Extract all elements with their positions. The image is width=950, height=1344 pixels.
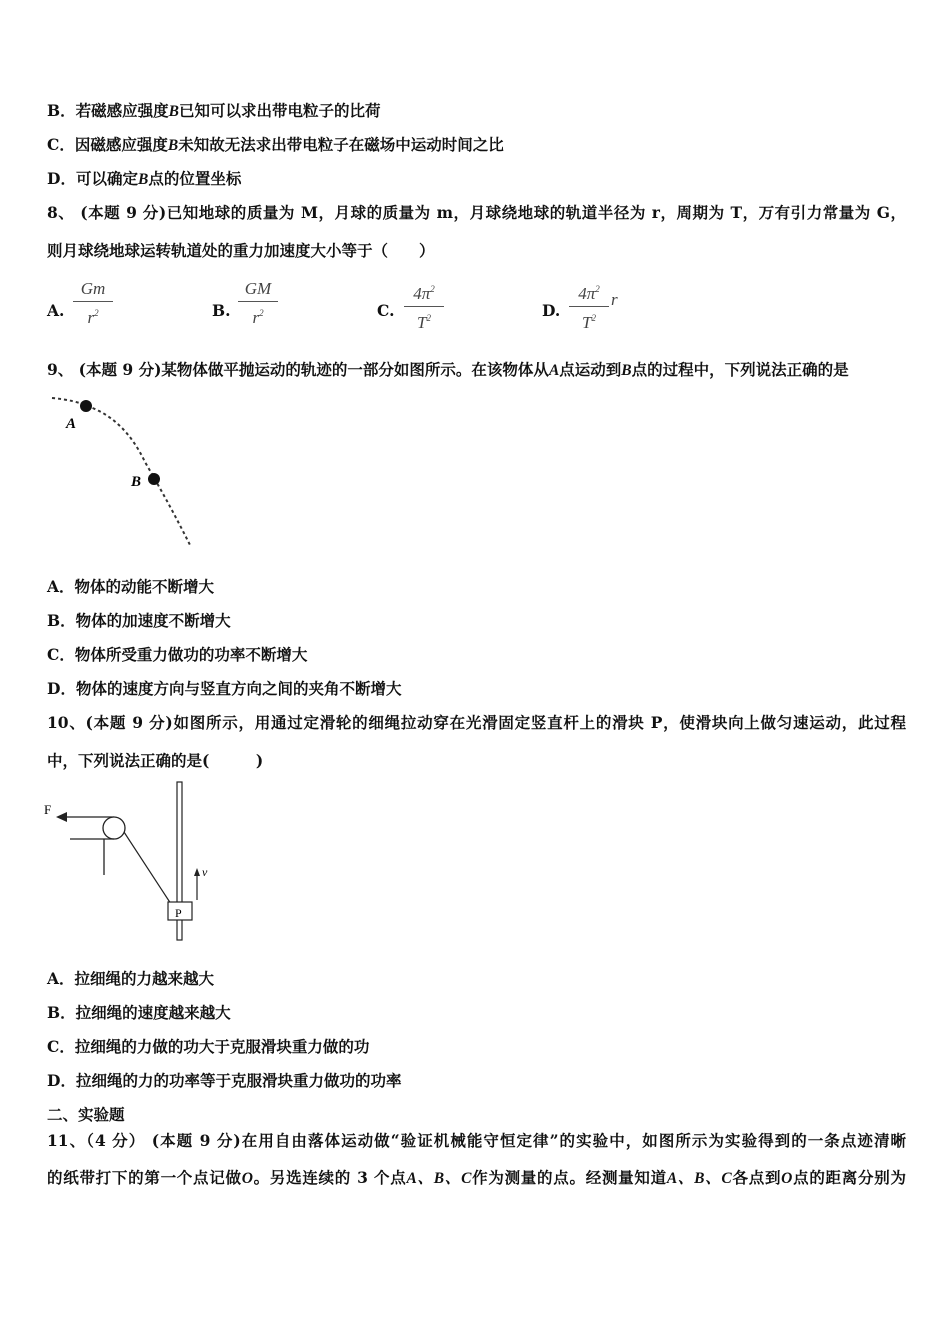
q10-stem-line1: 10、(本题 9 分)如图所示，用通过定滑轮的细绳拉动穿在光滑固定竖直杆上的滑块 P，使滑块向上做匀速运动，此过程 — [47, 713, 906, 732]
q7-option-d: D．可以确定B点的位置坐标 — [47, 169, 242, 188]
velocity-label: v — [202, 865, 208, 879]
force-arrow-head — [56, 812, 67, 822]
point-b-label: B — [131, 474, 142, 490]
q8-choice-d-tail: r — [611, 290, 618, 309]
section-title: 二、实验题 — [47, 1105, 125, 1124]
q9-option-c: C．物体所受重力做功的功率不断增大 — [47, 645, 308, 664]
q10-option-a: A．拉细绳的力越来越大 — [47, 969, 215, 988]
q10-pulley-figure — [40, 780, 230, 945]
q8-choice-b-letter: B. — [212, 301, 231, 320]
q11-stem-line2: 的纸带打下的第一个点记做O。另选连续的 3 个点A、B、C作为测量的点。经测量知道A、B、C各点到O点的距离分别为 — [47, 1168, 906, 1187]
q8-choice-d-fraction: $\frac{4\pi^2}{T^2}$ — [569, 279, 609, 334]
q8-choice-d-letter: D. — [542, 301, 561, 320]
slider-label: P — [175, 906, 182, 920]
q10-option-c: C．拉细绳的力做的功大于克服滑块重力做的功 — [47, 1037, 370, 1056]
q8-stem-line1: 8、 (本题 9 分)已知地球的质量为 M，月球的质量为 m，月球绕地球的轨道半径为 r，周期为 T，万有引力常量为 G， — [47, 203, 906, 222]
q8-stem-line2: 则月球绕地球运转轨道处的重力加速度大小等于（ ） — [47, 241, 435, 260]
q8-choice-c-letter: C. — [377, 301, 395, 320]
q9-stem: 9、 (本题 9 分)某物体做平抛运动的轨迹的一部分如图所示。在该物体从A点运动到B点的过程中，下列说法正确的是 — [47, 360, 849, 379]
q10-stem-line2: 中，下列说法正确的是( ) — [47, 751, 264, 770]
q8-choice-a-letter: A. — [47, 301, 65, 320]
q7-option-b: B．若磁感应强度B已知可以求出带电粒子的比荷 — [47, 101, 381, 120]
q9-option-d: D．物体的速度方向与竖直方向之间的夹角不断增大 — [47, 679, 402, 698]
q8-choice-a-fraction: $\frac{Gm}{r^2}$ — [73, 279, 113, 329]
q10-option-d: D．拉细绳的力的功率等于克服滑块重力做功的功率 — [47, 1071, 402, 1090]
point-b-marker — [148, 473, 160, 485]
q9-option-b: B．物体的加速度不断增大 — [47, 611, 231, 630]
q10-option-b: B．拉细绳的速度越来越大 — [47, 1003, 231, 1022]
velocity-arrow-head — [194, 868, 200, 876]
point-a-label: A — [66, 416, 77, 432]
q7-option-c: C．因磁感应强度B未知故无法求出带电粒子在磁场中运动时间之比 — [47, 135, 504, 154]
rope-diagonal — [124, 832, 171, 904]
force-label: F — [44, 802, 52, 817]
q9-option-a: A．物体的动能不断增大 — [47, 577, 215, 596]
q8-choice-b-fraction: $\frac{GM}{r^2}$ — [238, 279, 278, 329]
point-a-marker — [80, 400, 92, 412]
q9-trajectory-figure — [40, 390, 210, 550]
q8-choice-c-fraction: $\frac{4\pi^2}{T^2}$ — [404, 279, 444, 334]
pulley — [103, 817, 125, 839]
q11-stem-line1: 11、（4 分） (本题 9 分)在用自由落体运动做“验证机械能守恒定律”的实验中，如图所示为实验得到的一条点迹清晰 — [47, 1131, 906, 1150]
